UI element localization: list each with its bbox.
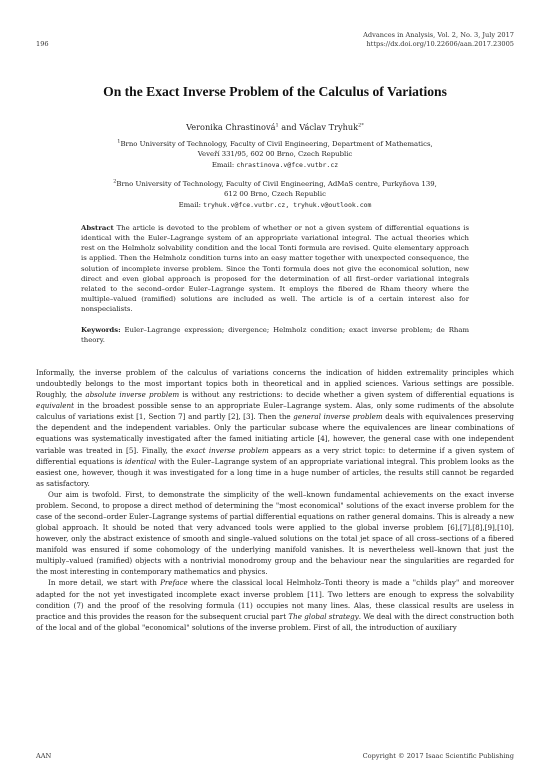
affiliation-marker: 2* bbox=[358, 122, 364, 129]
emphasis: general inverse problem bbox=[293, 412, 383, 422]
footer-copyright: Copyright © 2017 Isaac Scientific Publishing bbox=[362, 752, 514, 760]
emphasis: The global strategy bbox=[288, 611, 359, 621]
abstract-text: The article is devoted to the problem of whether or not a given system of differential equations is identical with the Euler–Lagrange system of an appropriate variational integral. The actual theories which rest on the Helmholz solvability condition and the local Tonti formula are revised. Quite elementary approach is applied. Then the Helmholz condition turns into an easy matter together with unexpected consequence, the solution of incomplete inverse problem. Since the Tonti formula does not give the economical solution, new direct and even global approach is proposed for the determination of all first–order variational integrals related to the second–order Euler–Lagrange system. It employs the fibered de Rham theory where the multiple–valued (ramified) solutions are included as well. The article is of a certain interest also for nonspecialists. bbox=[81, 224, 469, 314]
emphasis: equivalent bbox=[36, 401, 74, 411]
keywords-label: Keywords: bbox=[81, 326, 121, 334]
journal-header bbox=[363, 31, 514, 49]
journal-citation: Advances in Analysis, Vol. 2, No. 3, July 2017 bbox=[363, 31, 514, 39]
author-conjunction: and bbox=[278, 122, 300, 132]
page-number: 196 bbox=[36, 40, 49, 48]
affiliation-marker: 1 bbox=[117, 138, 121, 145]
body-text bbox=[36, 367, 514, 633]
author-name: Veronika Chrastinová bbox=[186, 122, 276, 132]
paper-title: On the Exact Inverse Problem of the Calculus of Variations bbox=[103, 84, 447, 99]
email-label: Email: bbox=[178, 200, 204, 209]
paragraph: Informally, the inverse problem of the calculus of variations concerns the indication of hidden extremality principles which undoubtedly belongs to the most important topics both in theoretical and in applied sciences. Various settings are possible. Roughly, the absolute inverse problem is without any restrictions: to decide whether a given system of differential equations is equivalent in the broadest possible sense to an appropriate Euler–Lagrange system. Alas, only some rudiments of the absolute calculus of variations exist [1, Section 7] and partly [2], [3]. Then the general inverse problem deals with equivalences preserving the dependent and the independent variables. Only the particular subcase where the equivalences are linear combinations of equations was systematically investigated after the famed initiating article [4], however, the general case with one independent variable was treated in [5]. Finally, the exact inverse problem appears as a very strict topic: to determine if a given system of differential equations is identical with the Euler–Lagrange system of an appropriate variational integral. This problem looks as the easiest one, however, though it was investigated for a long time in a huge number of articles, the results still cannot be regarded as satisfactory. bbox=[36, 368, 515, 488]
affiliation-institution: Brno University of Technology, Faculty of Civil Engineering, Department of Mathematics, bbox=[120, 140, 433, 148]
keywords-text: Euler–Lagrange expression; divergence; Helmholz condition; exact inverse problem; de Rham theory. bbox=[81, 326, 469, 345]
affiliation-address: 612 00 Brno, Czech Republic bbox=[224, 190, 326, 199]
author-line bbox=[0, 122, 550, 132]
emphasis: absolute inverse problem bbox=[85, 390, 180, 400]
affiliation-institution: Brno University of Technology, Faculty of Civil Engineering, AdMaS centre, Purkyňova 139, bbox=[116, 180, 437, 188]
email-label: Email: bbox=[211, 160, 237, 169]
affiliation-marker: 2 bbox=[113, 178, 117, 185]
paragraph: Our aim is twofold. First, to demonstrate the simplicity of the well–known fundamental achievements on the exact inverse problem. Second, to propose a direct method of determining the "most economical" solutions of the exact inverse problem for the case of the second–order Euler–Lagrange systems of partial differential equations on rather general domains. This is already a new global approach. It should be noted that very advanced tools were applied to the global inverse problem [6],[7],[8],[9],[10], however, only the abstract existence of smooth and single–valued solutions on the total jet space of all cross–sections of a fibered manifold was ensured if some cohomology of the underlying manifold vanishes. It is nevertheless well–known that just the multiply–valued (ramified) objects with a nontrivial monodromy group and the behaviour near the singularities are regarded for the most interesting in contemporary mathematics and physics. bbox=[36, 489, 514, 577]
doi-link[interactable]: https://dx.doi.org/10.22606/aan.2017.23005 bbox=[366, 40, 514, 48]
affiliation-1 bbox=[0, 139, 550, 170]
footer-journal-abbrev: AAN bbox=[36, 752, 52, 760]
abstract-label: Abstract bbox=[81, 224, 114, 232]
email-link[interactable]: chrastinova.v@fce.vutbr.cz bbox=[236, 160, 339, 169]
keywords bbox=[81, 325, 469, 345]
affiliation-2 bbox=[0, 179, 550, 210]
emphasis: identical bbox=[124, 456, 157, 466]
author-name: Václav Tryhuk bbox=[299, 122, 359, 132]
paragraph: In more detail, we start with Preface where the classical local Helmholz–Tonti theory is made a "childs play" and moreover adapted for the not yet investigated incomplete exact inverse problem [11]. Two letters are enough to express the solvability condition (7) and the proof of the resolving formula (11) occupies not many lines. Alas, these classical results are useless in practice and this provides the reason for the subsequent crucial part The global strategy. We deal with the direct construction both of the local and of the global "economical" solutions of the inverse problem. First of all, the introduction of auxiliary bbox=[36, 578, 514, 632]
email-link[interactable]: tryhuk.v@fce.vutbr.cz, tryhuk.v@outlook.com bbox=[203, 200, 372, 209]
affiliation-marker: 1 bbox=[275, 122, 279, 129]
affiliation-address: Veveří 331/95, 602 00 Brno, Czech Republic bbox=[197, 150, 353, 159]
abstract bbox=[81, 223, 469, 314]
emphasis: exact inverse problem bbox=[186, 445, 269, 455]
emphasis: Preface bbox=[160, 578, 188, 588]
